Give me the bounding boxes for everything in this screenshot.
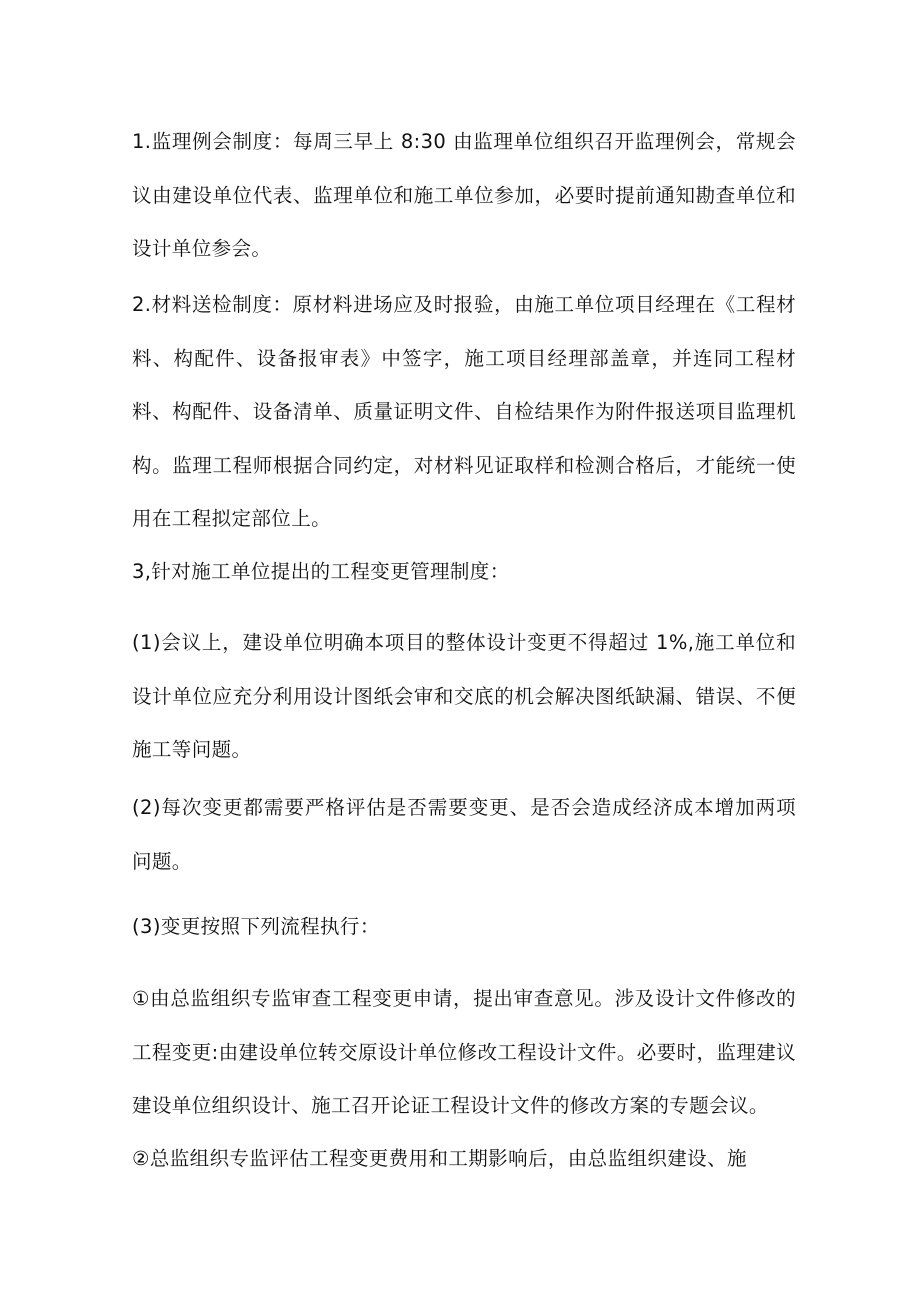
paragraph-material-inspection: 2.材料送检制度：原材料进场应及时报验，由施工单位项目经理在《工程材料、构配件、设备报审表》中签字，施工项目经理部盖章，并连同工程材料、构配件、设备清单、质量证明文件、自检结果作为附件报送项目监理机构。监理工程师根据合同约定，对材料见证取样和检测合格后，才能统一使用在工程拟定部位上。 [132, 293, 796, 530]
paragraph-flow-step-2: ②总监组织专监评估工程变更费用和工期影响后，由总监组织建设、施 [132, 1147, 747, 1170]
paragraph-change-management-heading: 3,针对施工单位提出的工程变更管理制度： [132, 560, 510, 583]
paragraph-change-item-3: (3)变更按照下列流程执行： [132, 915, 380, 938]
paragraph-change-item-2: (2)每次变更都需要严格评估是否需要变更、是否会造成经济成本增加两项问题。 [132, 796, 796, 873]
paragraph-meeting-system: 1.监理例会制度：每周三早上 8:30 由监理单位组织召开监理例会，常规会议由建设单位代表、监理单位和施工单位参加，必要时提前通知勘查单位和设计单位参会。 [132, 130, 796, 260]
paragraph-flow-step-1: ①由总监组织专监审查工程变更申请，提出审查意见。涉及设计文件修改的工程变更:由建设单位转交原设计单位修改工程设计文件。必要时，监理建议建设单位组织设计、施工召开论证工程设计文件的修改方案的专题会议。 [132, 987, 796, 1117]
paragraph-change-item-1: (1)会议上，建设单位明确本项目的整体设计变更不得超过 1%,施工单位和设计单位应充分利用设计图纸会审和交底的机会解决图纸缺漏、错误、不便施工等问题。 [132, 631, 796, 761]
